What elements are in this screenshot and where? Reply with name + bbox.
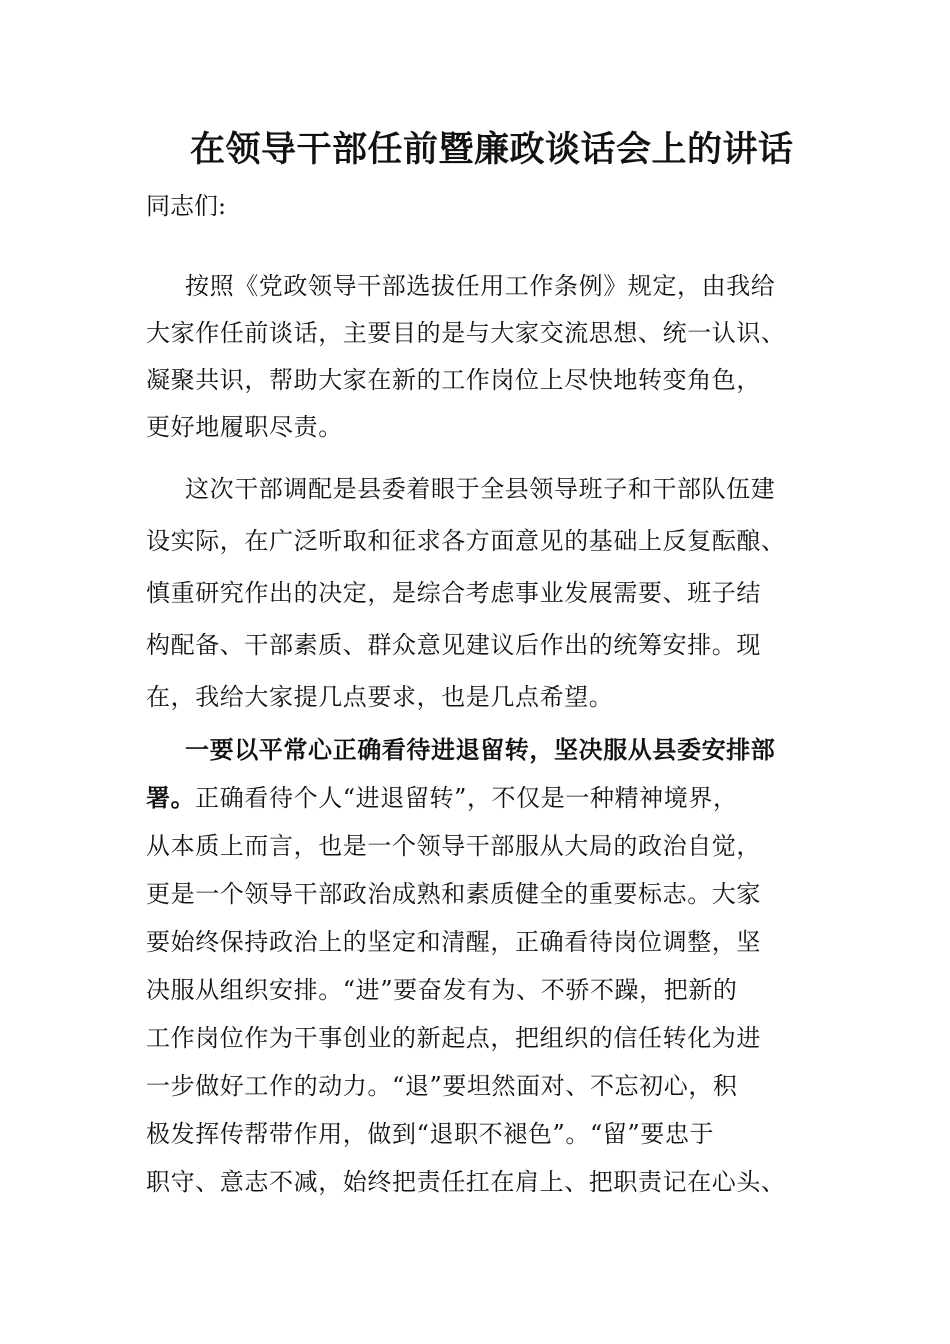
paragraph-3-line: 职守、意志不减，始终把责任扛在肩上、把职责记在心头、	[146, 1168, 786, 1196]
paragraph-3-line: 一步做好工作的动力。“退”要坦然面对、不忘初心，积	[146, 1072, 738, 1100]
paragraph-2-line: 这次干部调配是县委着眼于全县领导班子和干部队伍建	[185, 475, 776, 503]
paragraph-2-line: 在，我给大家提几点要求，也是几点希望。	[146, 683, 614, 711]
paragraph-3-line: 从本质上而言，也是一个领导干部服从大局的政治自觉，	[146, 832, 761, 860]
paragraph-3-heading-end: 署。	[146, 783, 196, 812]
paragraph-3-line: 更是一个领导干部政治成熟和素质健全的重要标志。大家	[146, 880, 761, 908]
paragraph-1-line: 更好地履职尽责。	[146, 413, 343, 441]
document-title: 在领导干部任前暨廉政谈话会上的讲话	[190, 129, 794, 170]
paragraph-3-line: 要始终保持政治上的坚定和清醒，正确看待岗位调整，坚	[146, 928, 761, 956]
paragraph-3-line	[146, 778, 738, 818]
paragraph-3-heading: 一要以平常心正确看待进退留转，坚决服从县委安排部	[185, 735, 776, 764]
paragraph-3-line: 决服从组织安排。“进”要奋发有为、不骄不躁，把新的	[146, 976, 738, 1004]
paragraph-3-text: 正确看待个人“进退留转”，不仅是一种精神境界，	[195, 784, 738, 812]
paragraph-2-line: 慎重研究作出的决定，是综合考虑事业发展需要、班子结	[146, 579, 761, 607]
paragraph-1-line: 凝聚共识，帮助大家在新的工作岗位上尽快地转变角色，	[146, 366, 761, 394]
paragraph-2-line: 构配备、干部素质、群众意见建议后作出的统筹安排。现	[146, 631, 761, 659]
paragraph-3-line: 工作岗位作为干事创业的新起点，把组织的信任转化为进	[146, 1024, 761, 1052]
paragraph-1-line: 大家作任前谈话，主要目的是与大家交流思想、统一认识、	[146, 319, 786, 347]
paragraph-3-line: 极发挥传帮带作用，做到“退职不褪色”。“留”要忠于	[146, 1120, 715, 1148]
paragraph-2-line: 设实际，在广泛听取和征求各方面意见的基础上反复酝酿、	[146, 527, 786, 555]
salutation: 同志们:	[146, 192, 227, 220]
paragraph-1-line: 按照《党政领导干部选拔任用工作条例》规定，由我给	[185, 272, 776, 300]
